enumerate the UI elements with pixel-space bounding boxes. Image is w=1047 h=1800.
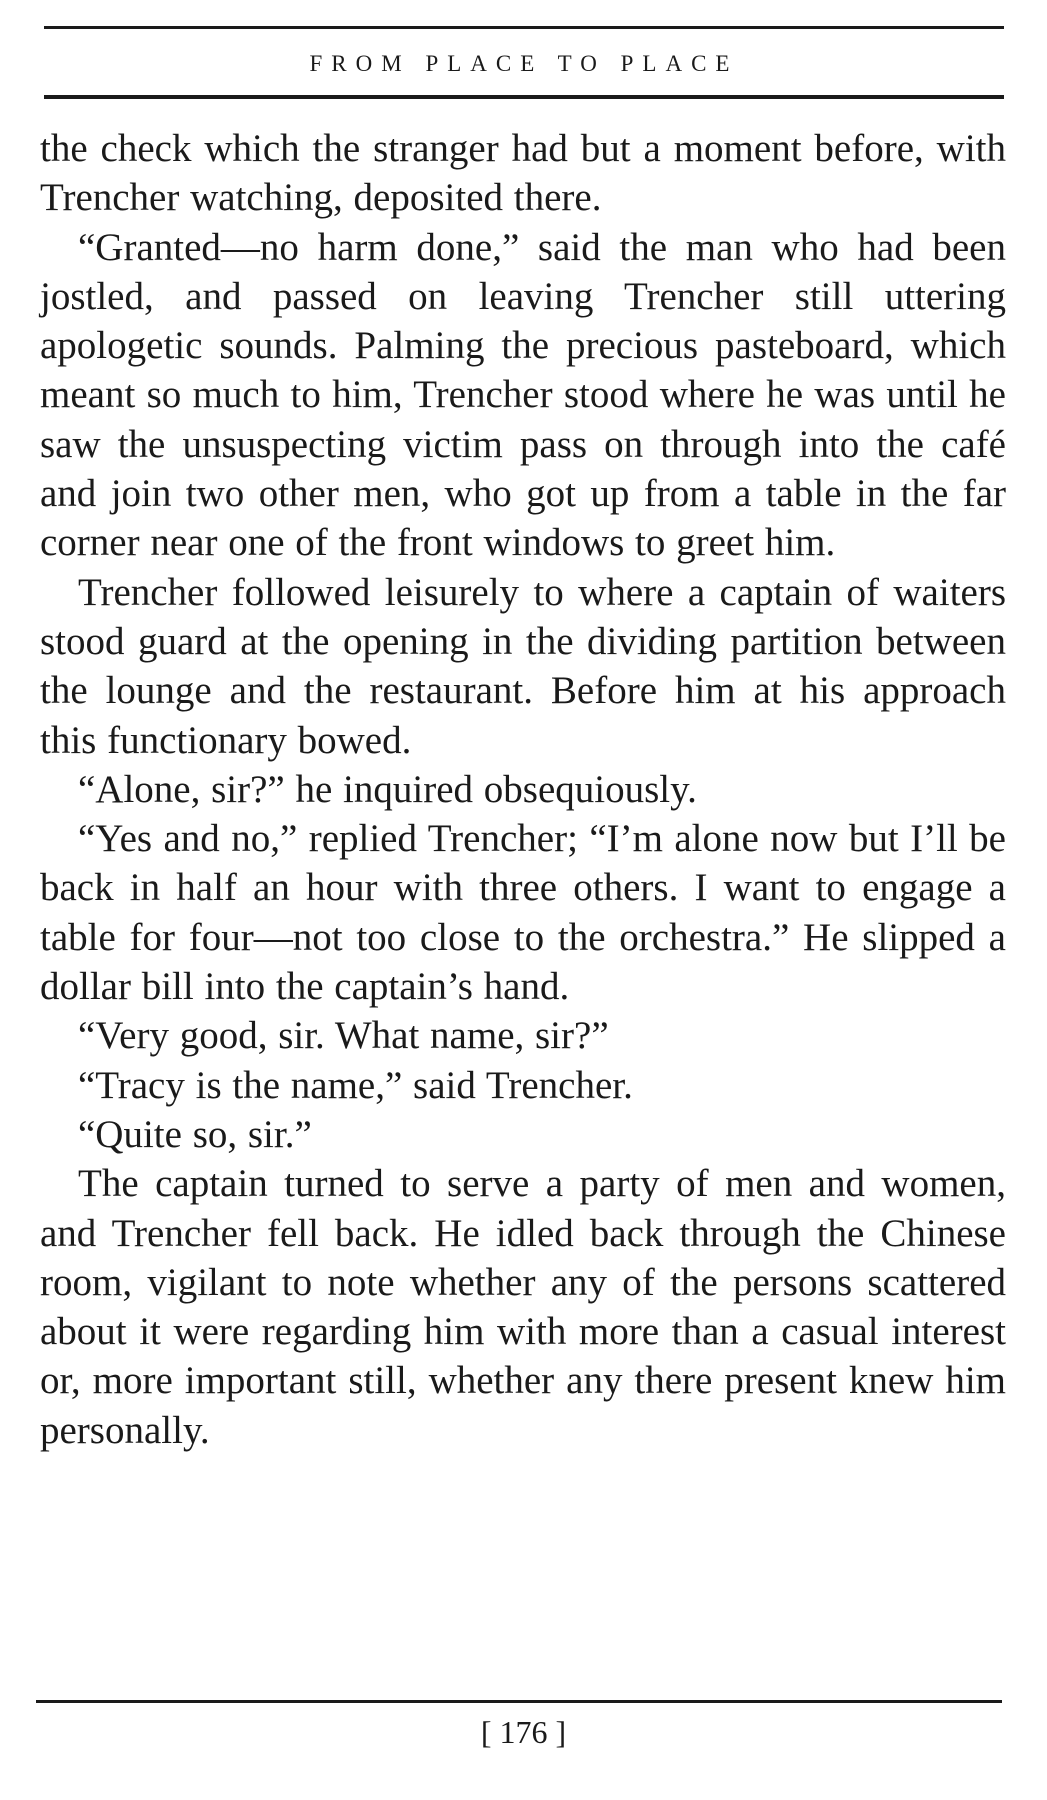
running-title: FROM PLACE TO PLACE <box>309 51 739 76</box>
paragraph: “Yes and no,” replied Trencher; “I’m alone now but I’ll be back in half an hour with three others. I want to engage a table for four—not too close to the orchestra.” He slipped a dollar bill into the captain’s hand. <box>40 817 1006 1009</box>
paragraph: “Very good, sir. What name, sir?” <box>78 1014 609 1058</box>
header-rule-top <box>44 26 1004 29</box>
paragraph: the check which the stranger had but a moment before, with Trencher watching, deposited there. <box>40 127 1006 220</box>
page-number: [ 176 ] <box>480 1714 567 1750</box>
paragraph: “Quite so, sir.” <box>78 1112 312 1156</box>
header-rule-bottom <box>44 95 1004 99</box>
paragraph: The captain turned to serve a party of men and women, and Trencher fell back. He idled back through the Chinese room, vigilant to note whether any of the persons scattered about it were regarding him with more than a casual interest or, more important still, whether any there present knew him personally. <box>40 1162 1006 1452</box>
paragraph: “Granted—no harm done,” said the man who had been jostled, and passed on leaving Trencher still uttering apologetic sounds. Palming the precious pasteboard, which meant so much to him, Trencher stood where he was until he saw the unsuspecting victim pass on through into the café and join two other men, who got up from a table in the far corner near one of the front windows to greet him. <box>40 225 1006 565</box>
paragraph: “Alone, sir?” he inquired obsequiously. <box>78 767 697 811</box>
paragraph: Trencher followed leisurely to where a captain of waiters stood guard at the opening in the dividing partition between the lounge and the restaurant. Before him at his approach this functionary bowed. <box>40 570 1006 762</box>
footer-rule <box>36 1700 1002 1703</box>
body-text <box>40 124 1006 1455</box>
paragraph: “Tracy is the name,” said Trencher. <box>78 1063 633 1107</box>
